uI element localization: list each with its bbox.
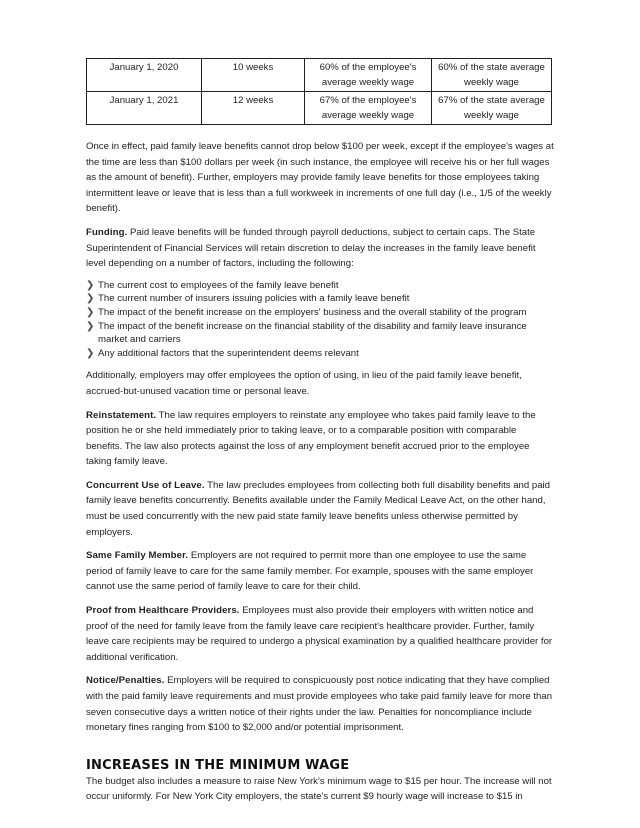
table-cell-duration: 10 weeks (202, 59, 305, 92)
notice-text: Employers will be required to conspicuously post notice indicating that they have complied with the paid family leave requirements and must provide employees who take paid family leave for more than seven consecutive days a written notice of their rights under the law. Penalties for noncompliance include monetary fines ranging from $100 to $2,000 and/or potential imprisonment. (86, 675, 553, 734)
cell-line: weekly wage (464, 110, 519, 121)
funding-heading: Funding. (86, 226, 128, 238)
intro-paragraph: Once in effect, paid family leave benefits cannot drop below $100 per week, except if the employee's wages at the time are less than $100 dollars per week (in such instance, the employee will receive his or her full wages as the amount of benefit). Further, employers may provide family leave benefits for those employees taking intermittent leave or leave that is less than a full workweek in increments of one full day (i.e., 1/5 of the weekly benefit). (86, 141, 554, 215)
cell-line: average weekly wage (321, 77, 415, 88)
same-family-text: Employers are not required to permit more than one employee to use the same period of family leave to care for the same family member. For example, spouses with the same employer cannot use the same period of family leave to care for their child. (86, 550, 534, 593)
list-item (86, 292, 554, 306)
section-heading-minimum-wage: INCREASES IN THE MINIMUM WAGE (86, 757, 350, 773)
table-cell-date: January 1, 2021 (87, 92, 202, 125)
list-item-text: The current cost to employees of the family leave benefit (98, 279, 339, 291)
chevron-right-icon: ❯ (86, 279, 95, 291)
reinstatement-text: The law requires employers to reinstate any employee who takes paid family leave to the position he or she held immediately prior to taking leave, or to a comparable position with comparable benefits. The law also protects against the loss of any employment benefit accrued prior to the employee taking family leave. (86, 409, 536, 468)
table-cell-duration: 12 weeks (202, 92, 305, 125)
funding-paragraph (86, 225, 554, 272)
table-cell-state-wage (432, 59, 552, 92)
minimum-wage-paragraph: The budget also includes a measure to raise New York's minimum wage to $15 per hour. The increase will not occur uniformly. For New York City employers, the state's current $9 hourly wage will increase to $15 in (86, 775, 552, 803)
list-item-text: The impact of the benefit increase on the employers' business and the overall stability of the program (98, 306, 527, 318)
proof-paragraph (86, 603, 554, 665)
table-row (87, 59, 552, 92)
same-family-heading: Same Family Member. (86, 550, 189, 562)
concurrent-use-paragraph (86, 478, 554, 540)
funding-text: Paid leave benefits will be funded through payroll deductions, subject to certain caps. The State Superintendent of Financial Services will retain discretion to delay the increases in the family leave benefit level depending on a number of factors, including the following: (86, 226, 536, 270)
list-item-text: The impact of the benefit increase on the financial stability of the disability and family leave insurance market and carriers (98, 320, 527, 346)
reinstatement-paragraph (86, 408, 554, 470)
cell-line: 60% of the state average (438, 62, 545, 73)
concurrent-use-heading: Concurrent Use of Leave. (86, 479, 205, 491)
chevron-right-icon: ❯ (86, 293, 95, 305)
concurrent-use-text: The law precludes employees from collecting both full disability benefits and paid family leave benefits concurrently. Benefits available under the Family Medical Leave Act, on the other hand, must be used concurrently with the new paid state family leave benefits unless otherwise permitted by employers. (86, 479, 551, 538)
list-item-text: The current number of insurers issuing policies with a family leave benefit (98, 293, 410, 305)
list-item (86, 347, 554, 361)
table-cell-date: January 1, 2020 (87, 59, 202, 92)
document-page (86, 58, 554, 805)
additionally-paragraph: Additionally, employers may offer employees the option of using, in lieu of the paid family leave benefit, accrued-but-unused vacation time or personal leave. (86, 370, 522, 397)
proof-text: Employees must also provide their employers with written notice and proof of the need for family leave from the family leave care recipient's healthcare provider. Further, family leave care recipients may be required to undergo a physical examination by a qualified healthcare provider for additional verification. (86, 605, 553, 663)
cell-line: average weekly wage (321, 110, 415, 121)
cell-line: weekly wage (464, 77, 519, 88)
chevron-right-icon: ❯ (86, 347, 95, 359)
table-row (87, 92, 552, 125)
cell-line: 60% of the employee's (319, 62, 417, 73)
reinstatement-heading: Reinstatement. (86, 409, 157, 421)
table-cell-state-wage (432, 92, 552, 125)
funding-factors-list (86, 279, 554, 361)
benefit-schedule-table (86, 58, 552, 125)
proof-heading: Proof from Healthcare Providers. (86, 605, 240, 617)
list-item-text: Any additional factors that the superintendent deems relevant (98, 347, 359, 359)
same-family-paragraph (86, 548, 554, 595)
list-item (86, 306, 554, 320)
list-item (86, 279, 554, 293)
notice-heading: Notice/Penalties. (86, 675, 165, 687)
chevron-right-icon: ❯ (86, 306, 95, 318)
notice-paragraph (86, 673, 554, 735)
cell-line: 67% of the employee's (319, 95, 417, 106)
table-cell-employee-wage (305, 92, 432, 125)
table-cell-employee-wage (305, 59, 432, 92)
chevron-right-icon: ❯ (86, 320, 95, 332)
cell-line: 67% of the state average (438, 95, 545, 106)
list-item (86, 320, 554, 347)
